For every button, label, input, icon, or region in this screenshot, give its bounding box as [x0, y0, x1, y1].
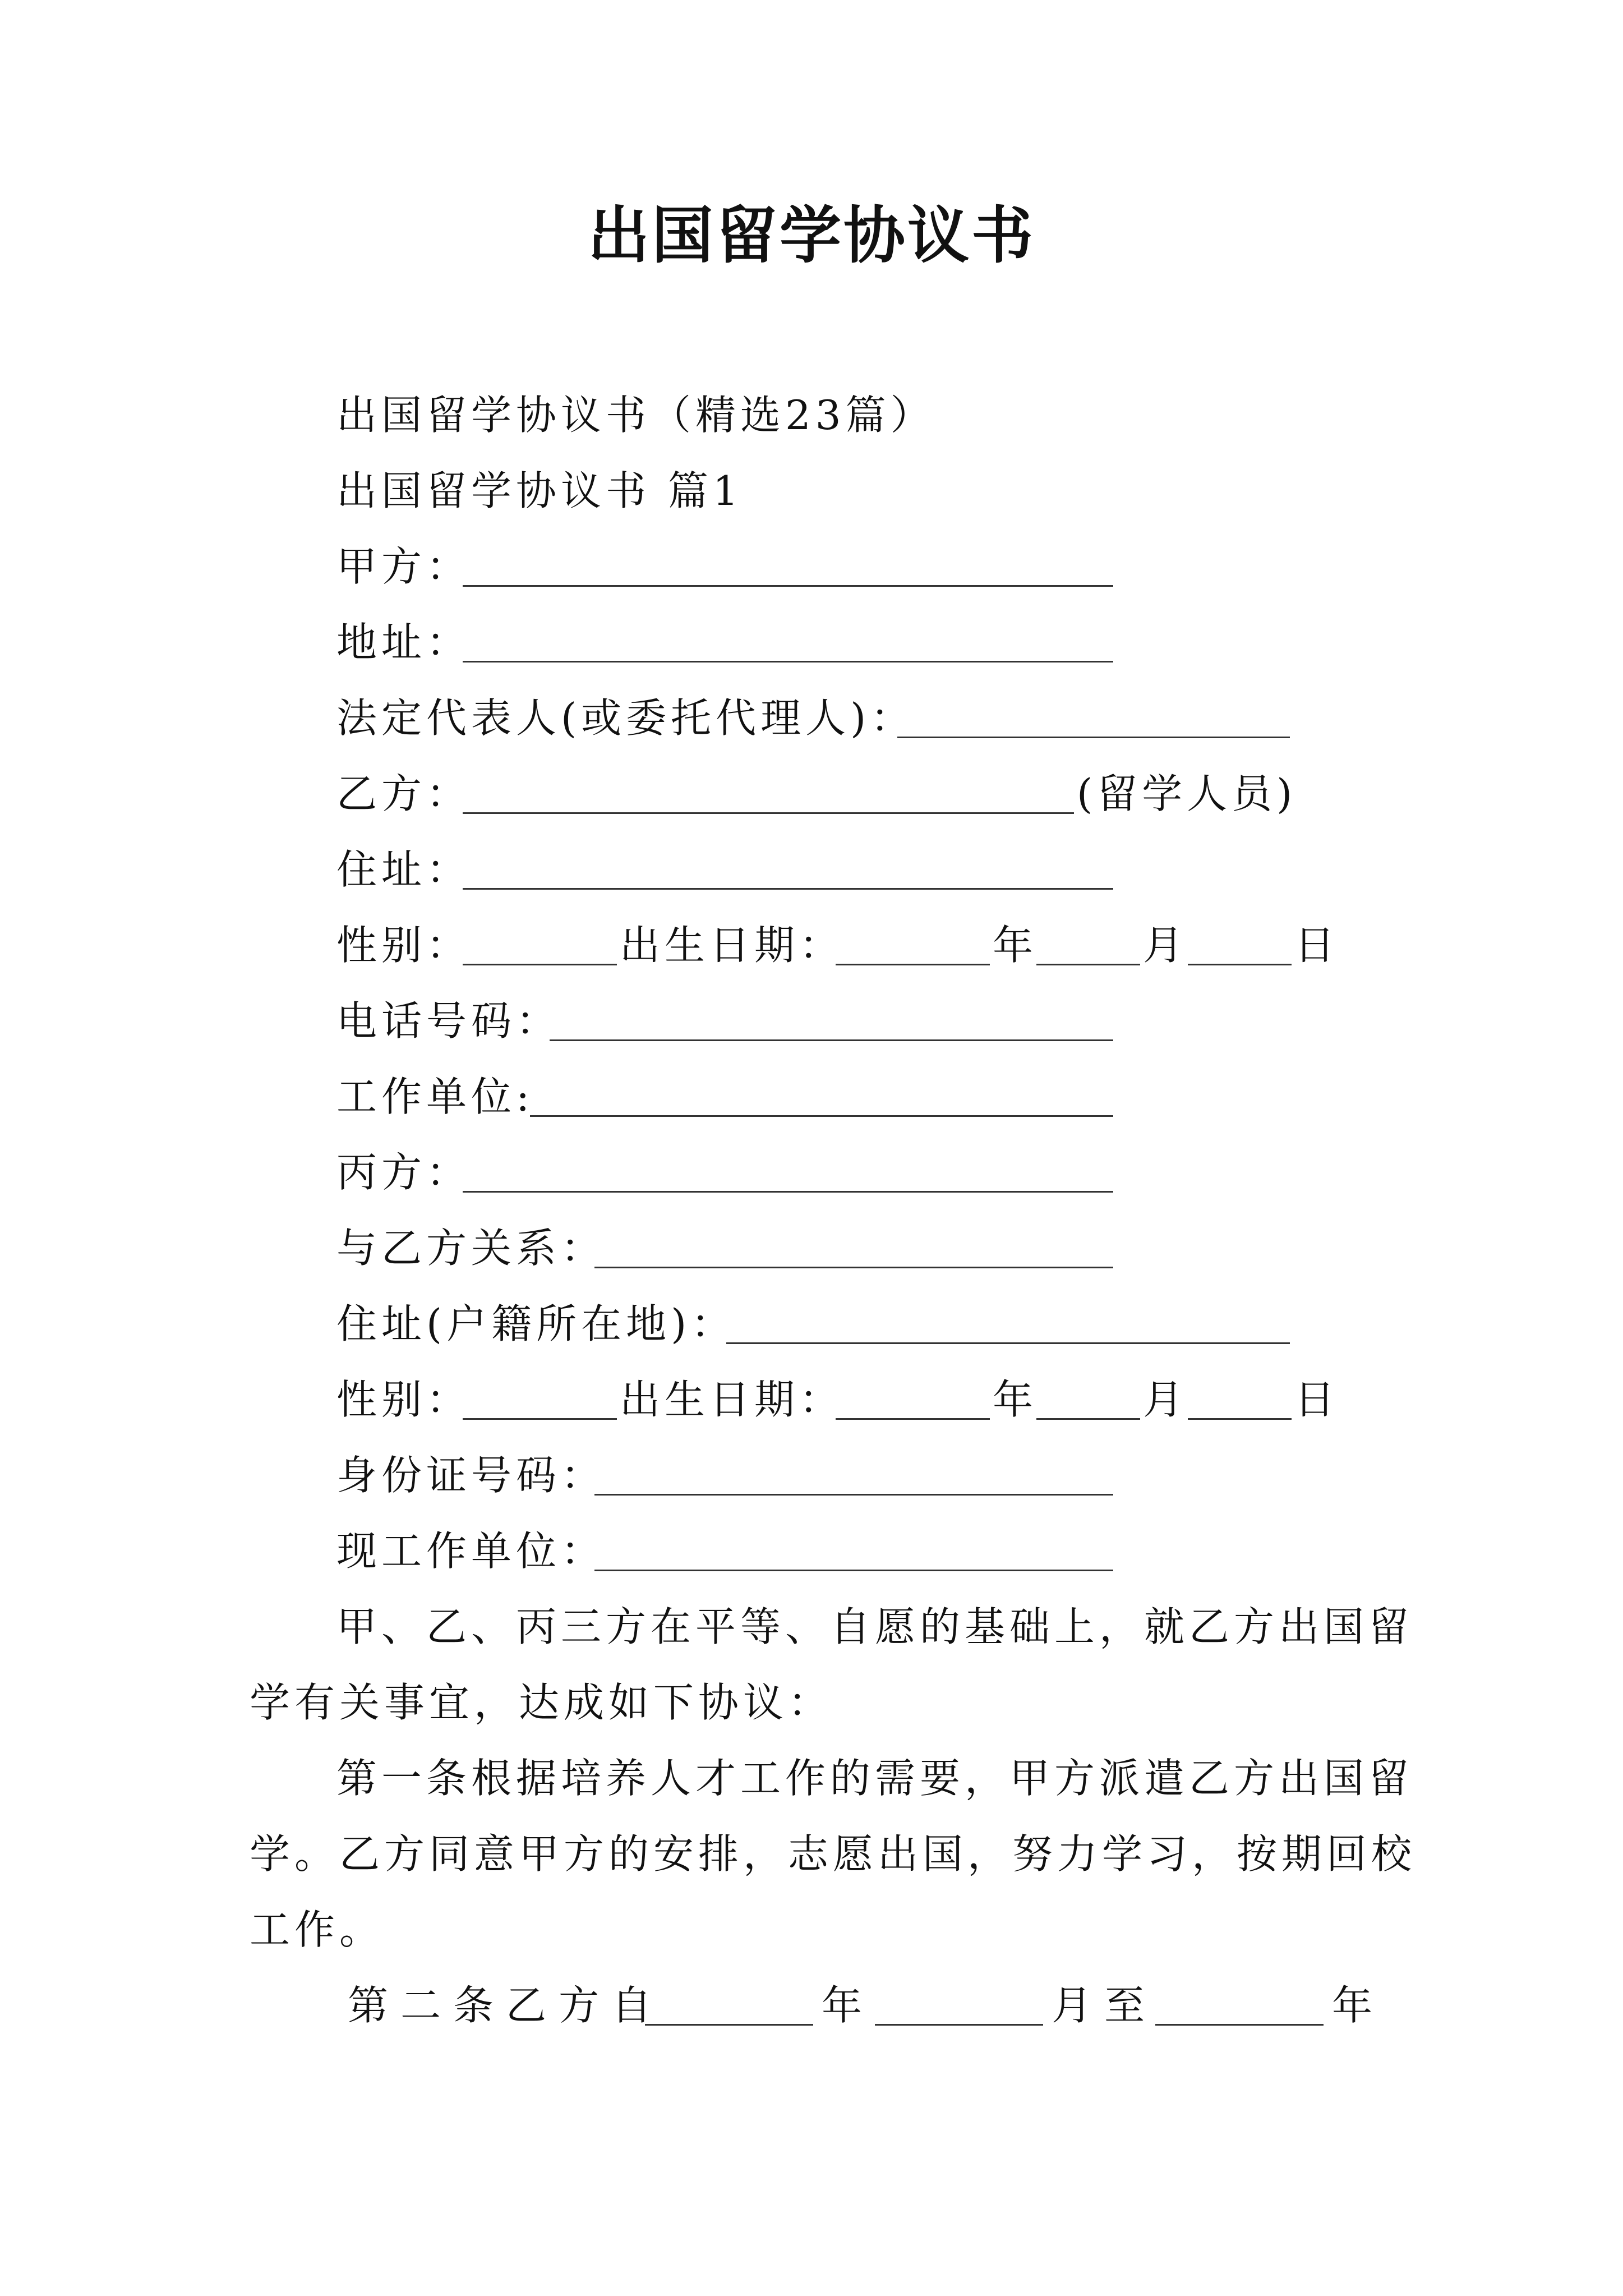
party-c-label: 丙方： — [336, 1149, 472, 1196]
id-number-blank[interactable] — [594, 1494, 1113, 1496]
relation-blank[interactable] — [594, 1267, 1113, 1268]
day-label-2: 日 — [1294, 1376, 1340, 1423]
residence-blank[interactable] — [463, 888, 1113, 890]
party-a-row — [336, 539, 1346, 595]
document-title: 出国留学协议书 — [588, 199, 1035, 272]
phone-blank[interactable] — [550, 1039, 1113, 1041]
legal-rep-blank[interactable] — [897, 737, 1290, 738]
phone-row — [336, 993, 1346, 1049]
day-label: 日 — [1294, 922, 1340, 969]
hukou-label: 住址(户籍所在地)： — [336, 1300, 736, 1347]
month-label: 月 — [1143, 922, 1188, 969]
gender-label: 性别： — [336, 922, 472, 969]
id-number-label: 身份证号码： — [336, 1452, 606, 1499]
legal-rep-row — [336, 690, 1346, 746]
birth-month-blank-2[interactable] — [1036, 1418, 1140, 1420]
article-2-month-to-label: 月至 — [1052, 1982, 1158, 2029]
gender-birth-row — [336, 917, 1346, 973]
current-employer-label: 现工作单位： — [336, 1527, 606, 1575]
hukou-blank[interactable] — [726, 1342, 1290, 1344]
address-label: 地址： — [336, 619, 472, 666]
party-b-label: 乙方： — [336, 770, 472, 817]
residence-label: 住址： — [336, 846, 472, 893]
party-a-blank[interactable] — [463, 585, 1113, 587]
article-2-year-blank[interactable] — [645, 2024, 813, 2026]
document-subtitle: 出国留学协议书（精选23篇） — [336, 392, 935, 439]
address-row — [336, 614, 1346, 670]
article-2-year-blank-2[interactable] — [1155, 2024, 1324, 2026]
article-2-year-label-2: 年 — [1332, 1982, 1377, 2029]
employer-blank[interactable] — [530, 1115, 1113, 1117]
birth-year-blank[interactable] — [836, 964, 990, 965]
birth-date-label-2: 出生日期： — [620, 1376, 845, 1423]
gender-blank-2[interactable] — [463, 1418, 617, 1420]
gender-blank[interactable] — [463, 964, 617, 965]
paragraph-2-line-3: 工作。 — [250, 1906, 385, 1953]
article-2-year-label: 年 — [822, 1982, 867, 2029]
birth-date-label: 出生日期： — [620, 922, 845, 969]
article-2-month-blank[interactable] — [875, 2024, 1043, 2026]
gender-birth-row-2 — [336, 1372, 1346, 1428]
residence-row — [336, 841, 1346, 898]
party-b-blank[interactable] — [463, 812, 1074, 814]
month-label-2: 月 — [1143, 1376, 1188, 1423]
birth-day-blank[interactable] — [1188, 964, 1292, 965]
party-b-note: (留学人员) — [1077, 770, 1297, 817]
current-employer-row — [336, 1523, 1346, 1579]
paragraph-1-line-1: 甲、乙、丙三方在平等、自愿的基础上，就乙方出国留 — [336, 1603, 1414, 1650]
current-employer-blank[interactable] — [594, 1570, 1113, 1571]
article-2-row — [348, 1977, 1385, 2033]
address-blank[interactable] — [463, 661, 1113, 662]
paragraph-1-line-2: 学有关事宜，达成如下协议： — [250, 1679, 833, 1726]
birth-year-blank-2[interactable] — [836, 1418, 990, 1420]
employer-row — [336, 1069, 1346, 1125]
relation-label: 与乙方关系： — [336, 1225, 606, 1272]
article-2-prefix: 第二条乙方自 — [348, 1982, 665, 2029]
party-b-row — [336, 766, 1346, 822]
party-c-row — [336, 1144, 1346, 1200]
party-a-label: 甲方： — [336, 543, 472, 590]
party-c-blank[interactable] — [463, 1191, 1113, 1193]
paragraph-2-line-2: 学。乙方同意甲方的安排，志愿出国，努力学习，按期回校 — [250, 1830, 1417, 1878]
birth-month-blank[interactable] — [1036, 964, 1140, 965]
id-number-row — [336, 1447, 1346, 1503]
gender-label-2: 性别： — [336, 1376, 472, 1423]
year-label-2: 年 — [993, 1376, 1038, 1423]
paragraph-2-line-1: 第一条根据培养人才工作的需要，甲方派遣乙方出国留 — [336, 1755, 1414, 1802]
section-heading: 出国留学协议书 篇1 — [336, 467, 743, 514]
relation-row — [336, 1220, 1346, 1276]
birth-day-blank-2[interactable] — [1188, 1418, 1292, 1420]
year-label: 年 — [993, 922, 1038, 969]
phone-label: 电话号码： — [336, 997, 561, 1045]
hukou-row — [336, 1296, 1346, 1352]
legal-rep-label: 法定代表人(或委托代理人)： — [336, 694, 916, 742]
employer-label: 工作单位: — [336, 1073, 534, 1120]
